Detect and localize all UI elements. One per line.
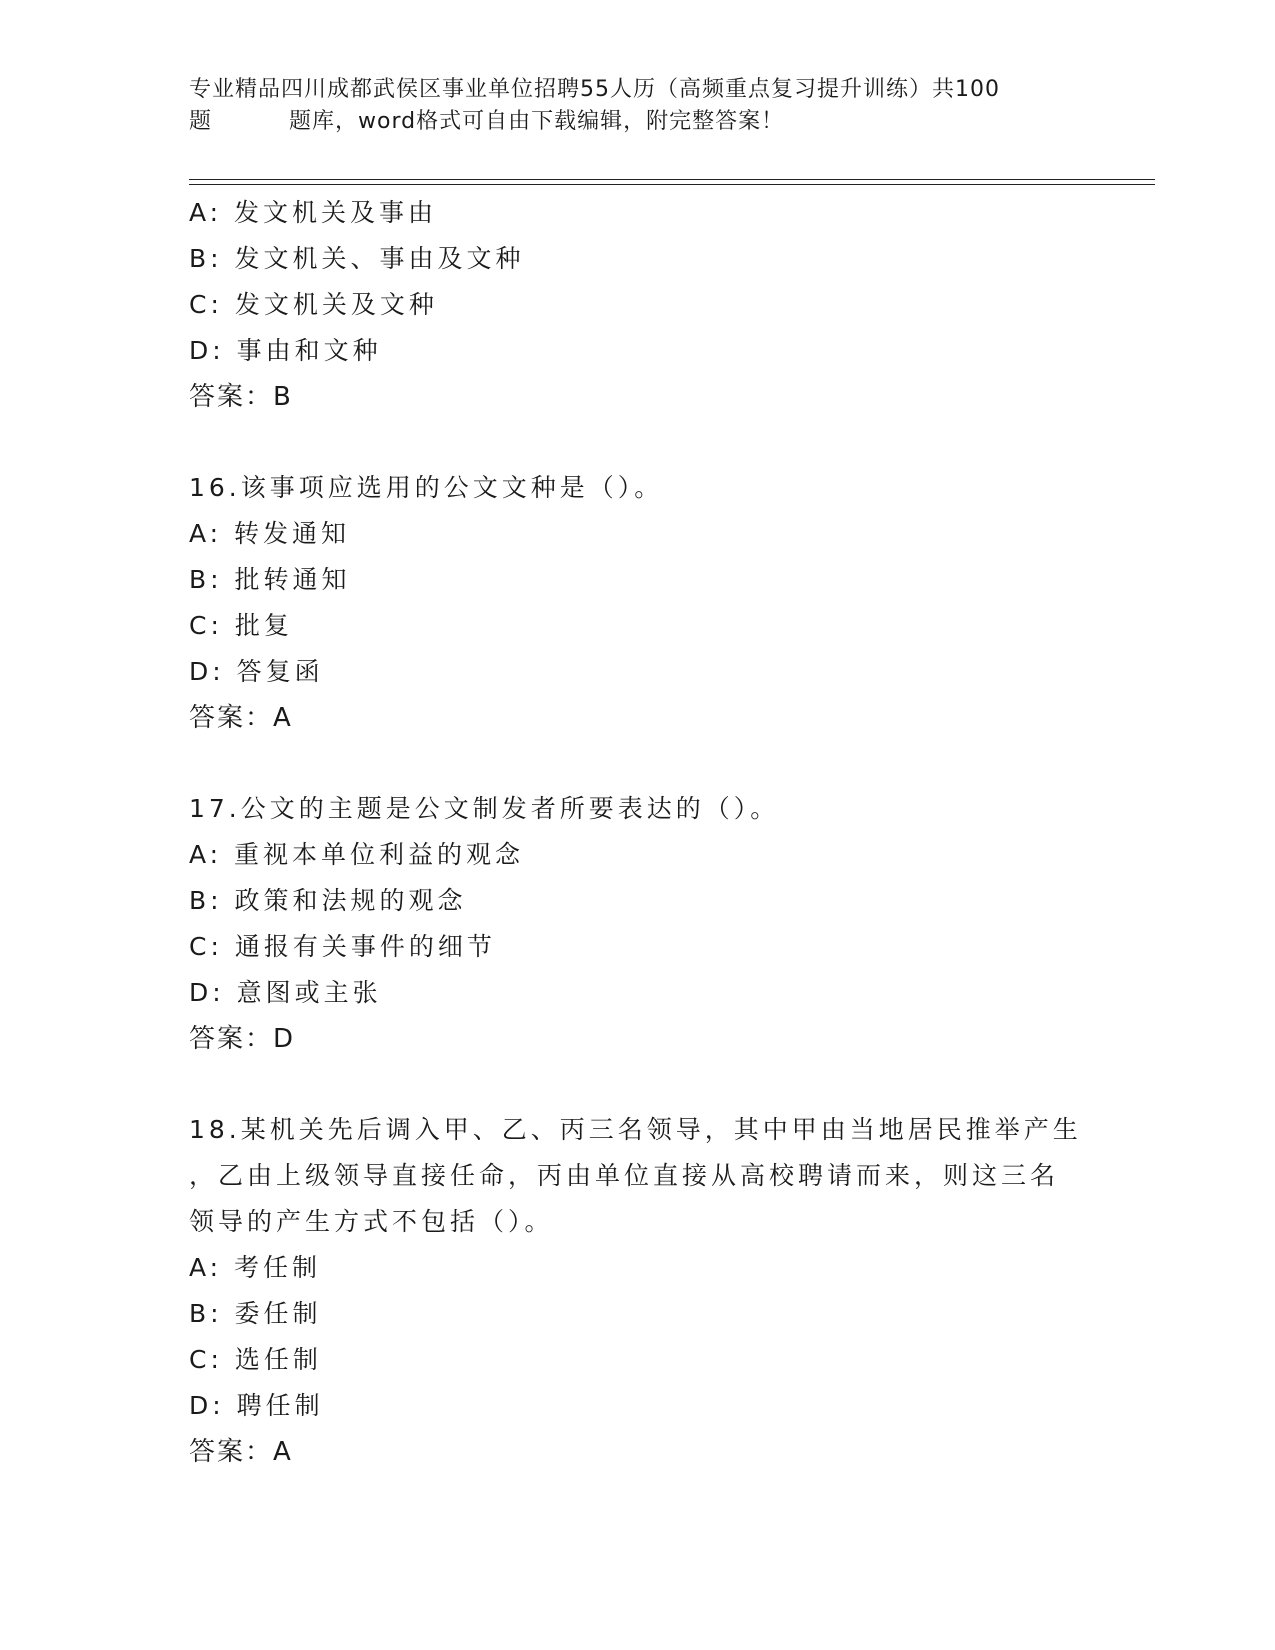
option-a: A: 重视本单位利益的观念 <box>189 840 525 869</box>
option-c: C: 批复 <box>189 611 293 640</box>
header-title-line-2a: 题 <box>189 109 213 134</box>
option-d: D: 事由和文种 <box>189 336 382 365</box>
question-stem-line-3: 领导的产生方式不包括（）。 <box>189 1207 554 1236</box>
question-16 <box>189 465 1089 741</box>
option-c: C: 通报有关事件的细节 <box>189 932 496 961</box>
question-18 <box>189 1107 1089 1475</box>
question-stem: 16.该事项应选用的公文文种是（）。 <box>189 473 664 502</box>
header-title-line-2b: 题库，word格式可自由下载编辑，附完整答案！ <box>289 109 785 134</box>
question-list <box>189 190 1089 1475</box>
option-a: A: 考任制 <box>189 1253 322 1282</box>
question-stem: 17.公文的主题是公文制发者所要表达的（）。 <box>189 794 780 823</box>
answer: 答案：A <box>189 1437 293 1467</box>
option-d: D: 聘任制 <box>189 1391 324 1420</box>
option-d: D: 意图或主张 <box>189 978 382 1007</box>
header-title-line-2 <box>189 106 1089 138</box>
option-b: B: 委任制 <box>189 1299 322 1328</box>
spacer <box>189 1062 1089 1107</box>
header-divider-bottom <box>189 184 1155 185</box>
option-d: D: 答复函 <box>189 657 324 686</box>
option-a: A: 转发通知 <box>189 519 351 548</box>
question-17 <box>189 786 1089 1062</box>
option-c: C: 发文机关及文种 <box>189 290 438 319</box>
option-b: B: 发文机关、事由及文种 <box>189 244 525 273</box>
option-a: A: 发文机关及事由 <box>189 198 438 227</box>
answer: 答案：D <box>189 1024 296 1054</box>
option-b: B: 批转通知 <box>189 565 351 594</box>
answer: 答案：A <box>189 703 293 733</box>
document-header <box>189 74 1089 138</box>
header-divider-top <box>189 179 1155 180</box>
header-title-line-1: 专业精品四川成都武侯区事业单位招聘55人历（高频重点复习提升训练）共100 <box>189 77 1000 102</box>
option-c: C: 选任制 <box>189 1345 322 1374</box>
question-stem-line-1: 18.某机关先后调入甲、乙、丙三名领导，其中甲由当地居民推举产生 <box>189 1115 1082 1144</box>
question-15 <box>189 190 1089 420</box>
answer: 答案：B <box>189 382 293 412</box>
option-b: B: 政策和法规的观念 <box>189 886 467 915</box>
spacer <box>189 420 1089 465</box>
spacer <box>189 741 1089 786</box>
question-stem-line-2: ，乙由上级领导直接任命，丙由单位直接从高校聘请而来，则这三名 <box>189 1161 1060 1190</box>
